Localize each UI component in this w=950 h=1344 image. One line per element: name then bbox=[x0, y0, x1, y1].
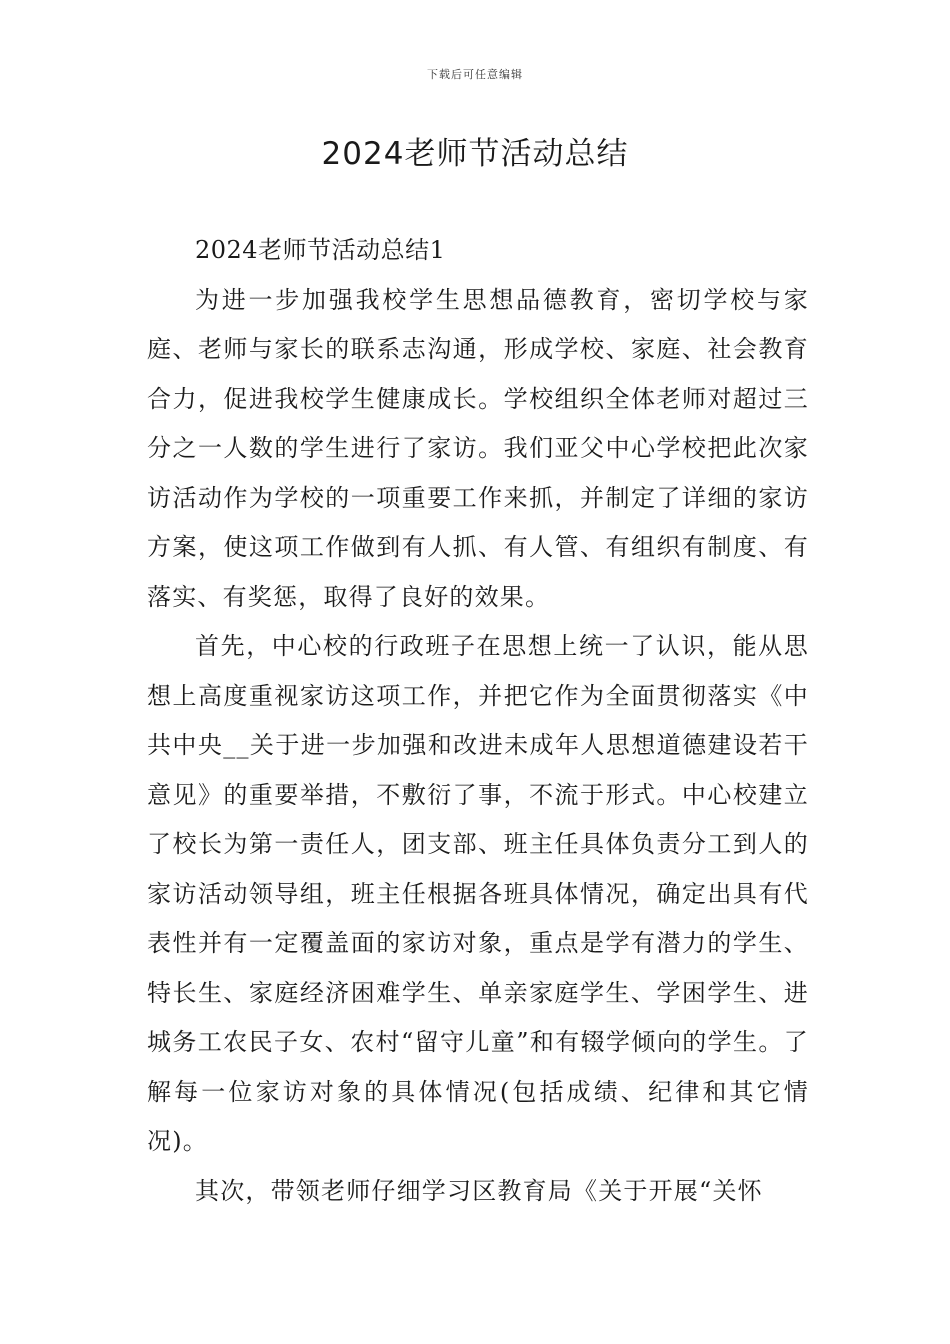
paragraph-1: 为进一步加强我校学生思想品德教育，密切学校与家庭、老师与家长的联系志沟通，形成学校、家庭、社会教育合力，促进我校学生健康成长。学校组织全体老师对超过三分之一人数的学生进行了家访。我们亚父中心学校把此次家访活动作为学校的一项重要工作来抓，并制定了详细的家访方案，使这项工作做到有人抓、有人管、有组织有制度、有落实、有奖惩，取得了良好的效果。 bbox=[147, 285, 809, 611]
section-heading: 2024老师节活动总结1 bbox=[195, 236, 446, 264]
header-note: 下载后可任意编辑 bbox=[427, 68, 523, 81]
document-title: 2024老师节活动总结 bbox=[321, 136, 629, 172]
document-body bbox=[147, 226, 809, 1216]
paragraph-2: 首先，中心校的行政班子在思想上统一了认识，能从思想上高度重视家访这项工作，并把它作为全面贯彻落实《中共中央__关于进一步加强和改进未成年人思想道德建设若干意见》的重要举措，不敷衍了事，不流于形式。中心校建立了校长为第一责任人，团支部、班主任具体负责分工到人的家访活动领导组，班主任根据各班具体情况，确定出具有代表性并有一定覆盖面的家访对象，重点是学有潜力的学生、特长生、家庭经济困难学生、单亲家庭学生、学困学生、进城务工农民子女、农村“留守儿童”和有辍学倾向的学生。了解每一位家访对象的具体情况(包括成绩、纪律和其它情况)。 bbox=[147, 632, 809, 1155]
paragraph-3: 其次，带领老师仔细学习区教育局《关于开展“关怀 bbox=[195, 1176, 763, 1205]
